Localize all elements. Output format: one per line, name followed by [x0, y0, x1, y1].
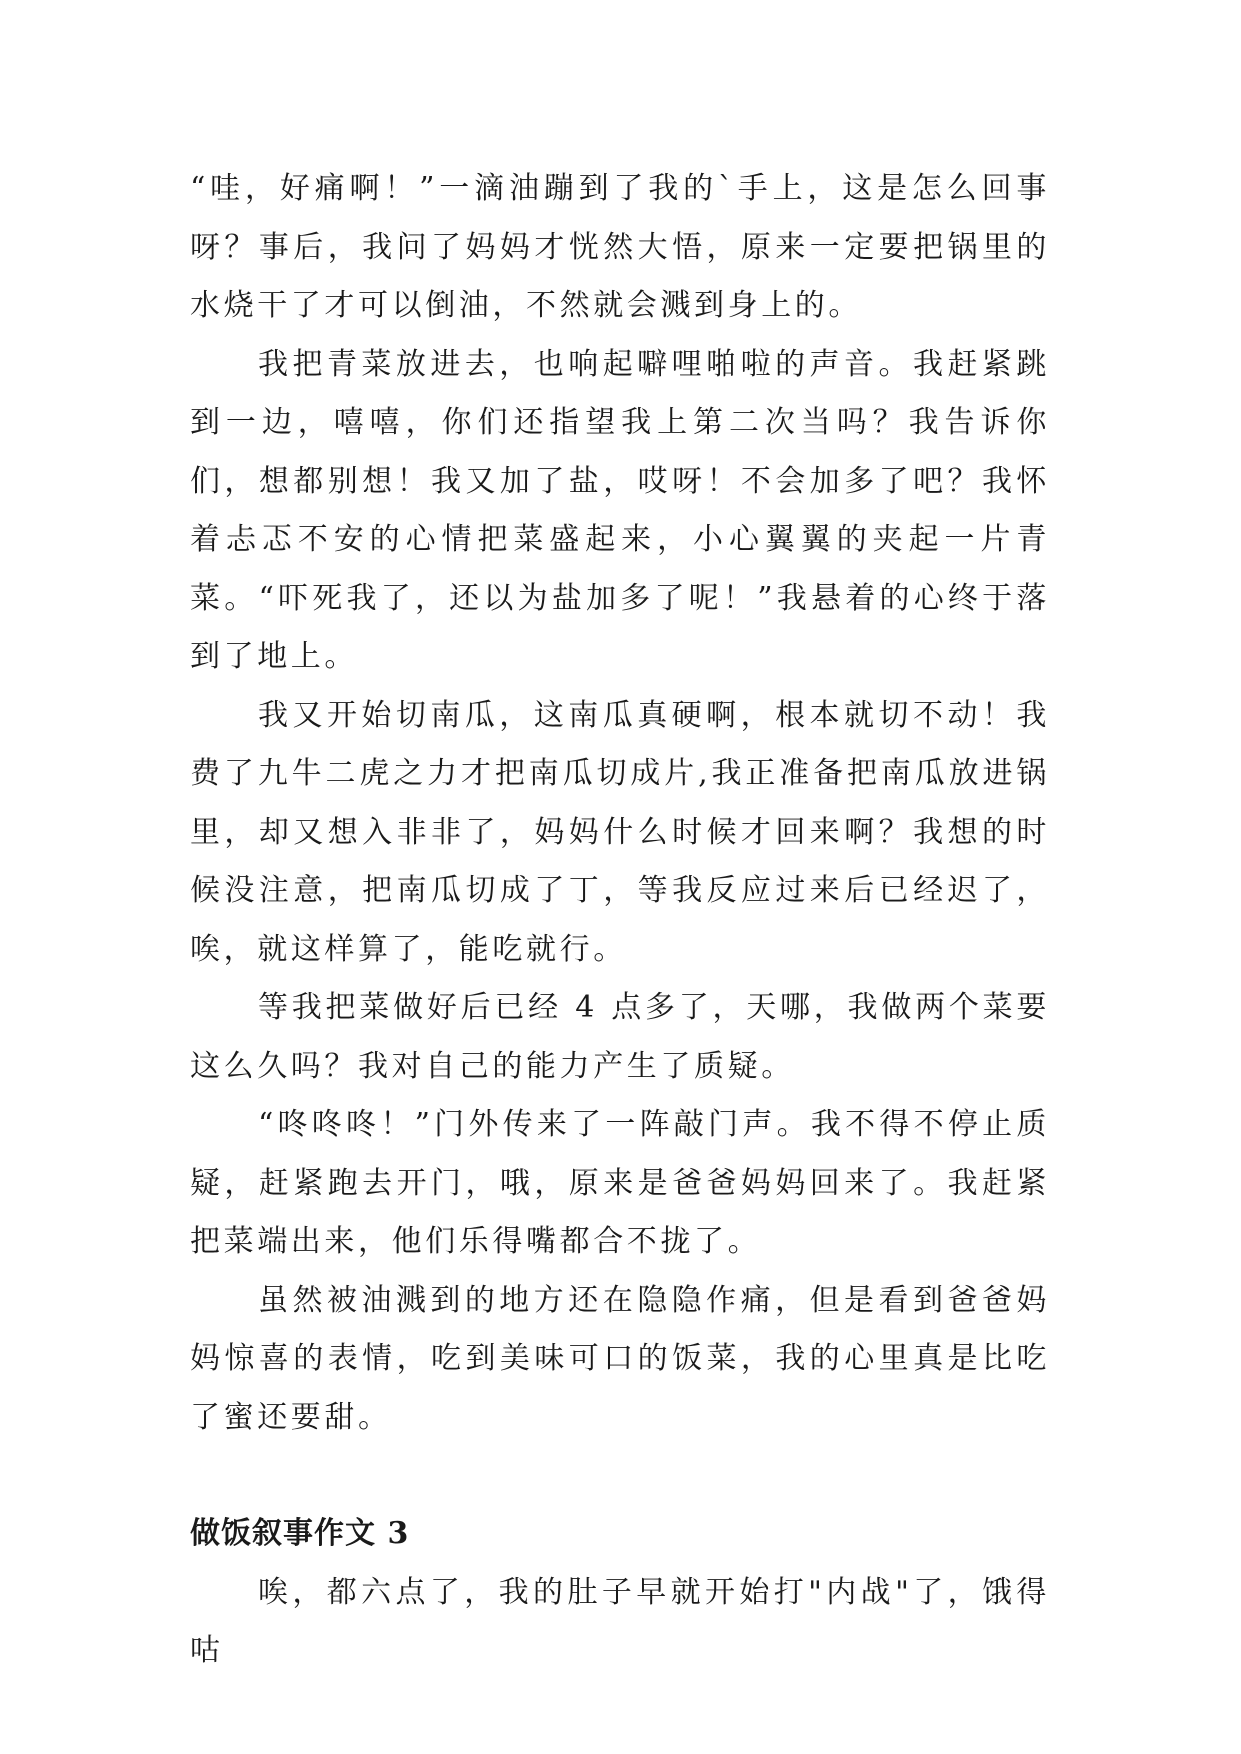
document-body: [190, 160, 1050, 1681]
paragraph-1: “哇，好痛啊！”一滴油蹦到了我的`手上，这是怎么回事呀？事后，我问了妈妈才恍然大悟，原来一定要把锅里的水烧干了才可以倒油，不然就会溅到身上的。: [190, 171, 1050, 323]
section-title: 做饭叙事作文 3: [190, 1516, 410, 1551]
section-paragraph-1: 唉，都六点了，我的肚子早就开始打"内战"了，饿得咕: [190, 1574, 1050, 1668]
paragraph-6: 虽然被油溅到的地方还在隐隐作痛，但是看到爸爸妈妈惊喜的表情，吃到美味可口的饭菜，我的心里真是比吃了蜜还要甜。: [190, 1282, 1050, 1435]
paragraph-4: 等我把菜做好后已经 4 点多了，天哪，我做两个菜要这么久吗？我对自己的能力产生了质疑。: [190, 990, 1050, 1084]
paragraph-2: 我把青菜放进去，也响起噼哩啪啦的声音。我赶紧跳到一边，嘻嘻，你们还指望我上第二次当吗？我告诉你们，想都别想！我又加了盐，哎呀！不会加多了吧？我怀着忐忑不安的心情把菜盛起来，小心翼翼的夹起一片青菜。“吓死我了，还以为盐加多了呢！”我悬着的心终于落到了地上。: [190, 346, 1050, 674]
paragraph-3: 我又开始切南瓜，这南瓜真硬啊，根本就切不动！我费了九牛二虎之力才把南瓜切成片,我正准备把南瓜放进锅里，却又想入非非了，妈妈什么时候才回来啊？我想的时候没注意，把南瓜切成了丁，等我反应过来后已经迟了，唉，就这样算了，能吃就行。: [190, 697, 1050, 967]
paragraph-5: “咚咚咚！”门外传来了一阵敲门声。我不得不停止质疑，赶紧跑去开门，哦，原来是爸爸妈妈回来了。我赶紧把菜端出来，他们乐得嘴都合不拢了。: [190, 1107, 1050, 1259]
